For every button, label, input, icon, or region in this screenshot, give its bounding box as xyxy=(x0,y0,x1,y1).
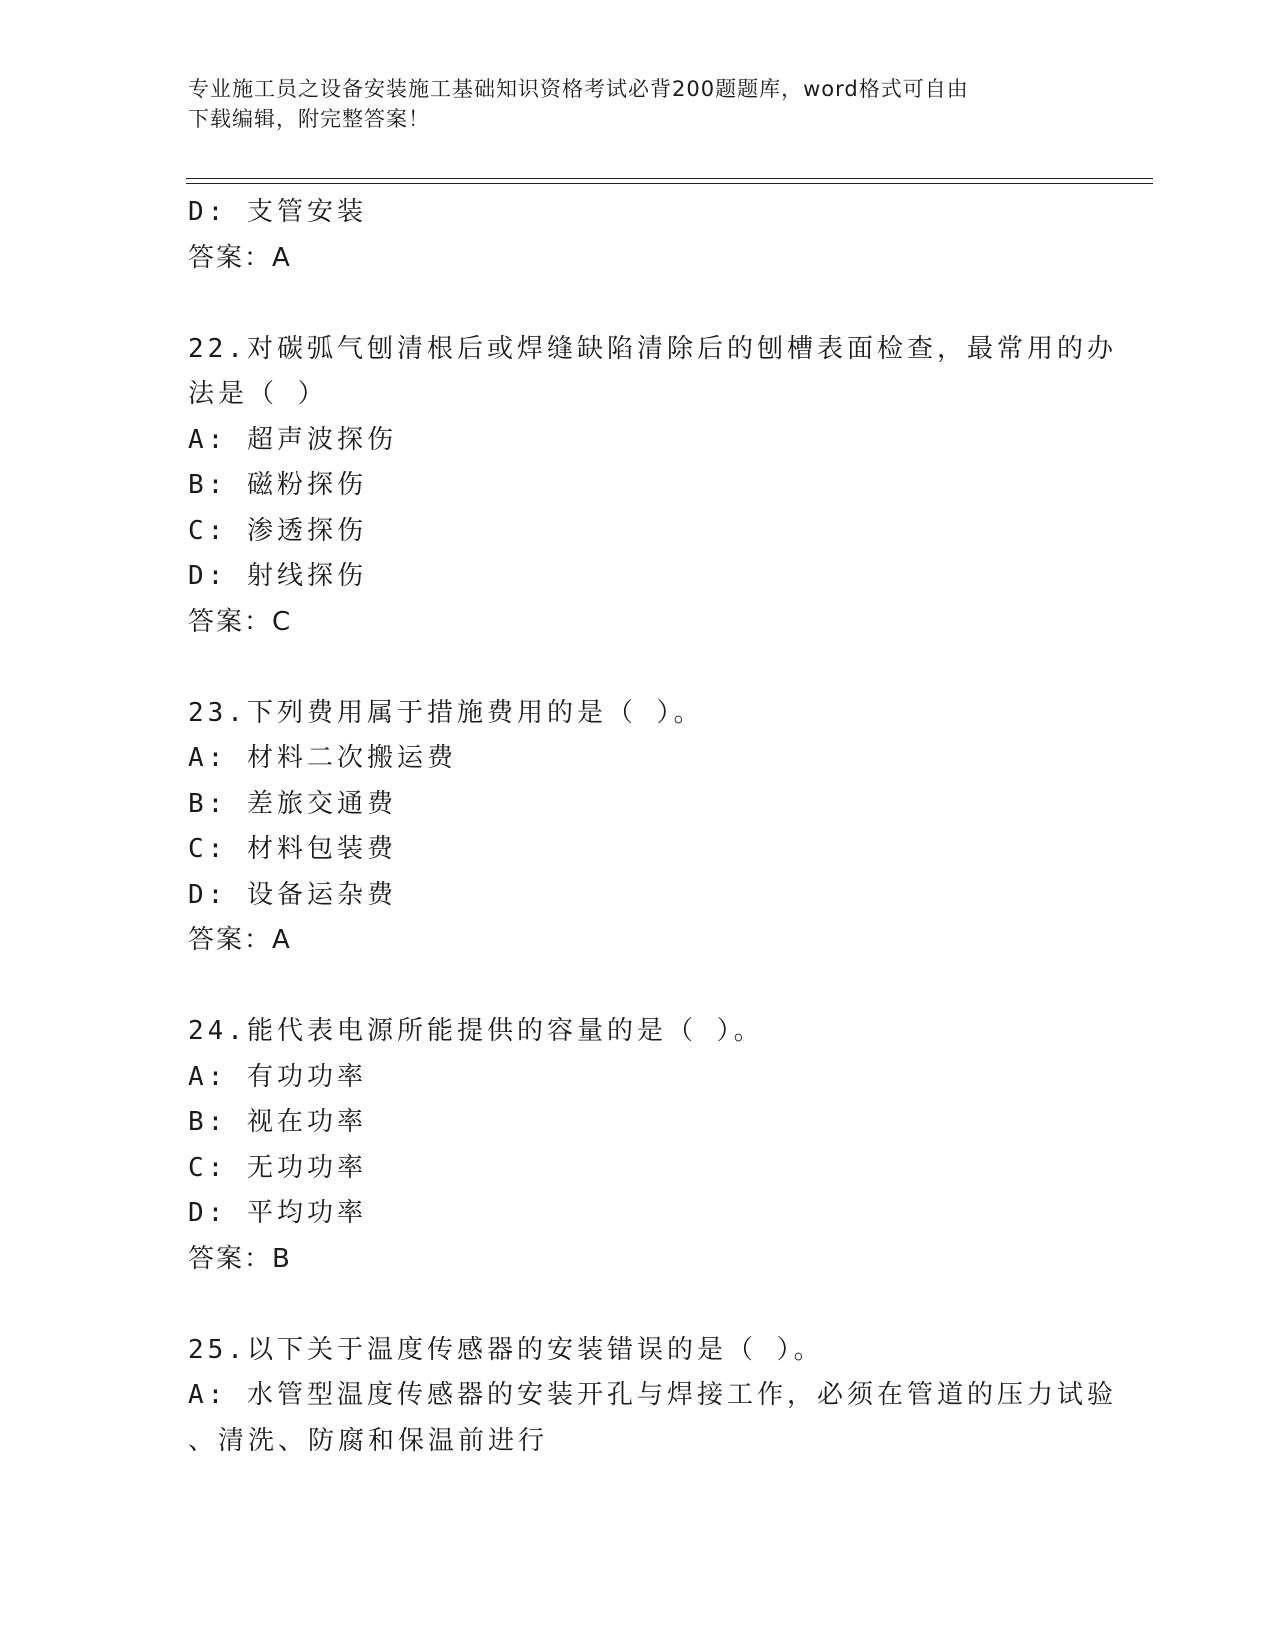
spacer xyxy=(188,1282,1088,1328)
answer-line: 答案：C xyxy=(188,606,293,637)
answer-line: 答案：A xyxy=(188,242,292,273)
option-d: D: 射线探伤 xyxy=(188,561,367,591)
option-a: A: 材料二次搬运费 xyxy=(188,743,457,773)
option-c: C: 渗透探伤 xyxy=(188,515,367,546)
option-d: D: 设备运杂费 xyxy=(188,879,397,910)
option-a: A: 超声波探伤 xyxy=(188,424,397,455)
header-rule-top xyxy=(186,178,1153,179)
question-22 xyxy=(188,327,1117,646)
header-line-2: 下载编辑，附完整答案！ xyxy=(188,107,430,131)
question-stem-continued: 法是（ ） xyxy=(188,379,328,409)
option-d: D: 平均功率 xyxy=(188,1198,367,1228)
header-line-1: 专业施工员之设备安装施工基础知识资格考试必背200题题库，word格式可自由 xyxy=(188,77,969,101)
question-stem: 24.能代表电源所能提供的容量的是（ ）。 xyxy=(188,1016,764,1046)
option-b: B: 磁粉探伤 xyxy=(188,470,367,500)
option-b: B: 视在功率 xyxy=(188,1107,367,1137)
question-stem: 23.下列费用属于措施费用的是（ ）。 xyxy=(188,697,704,728)
previous-question-tail xyxy=(188,190,1088,281)
option-a: A: 水管型温度传感器的安装开孔与焊接工作，必须在管道的压力试验 xyxy=(188,1380,1117,1410)
question-stem: 22.对碳弧气刨清根后或焊缝缺陷清除后的刨槽表面检查，最常用的办 xyxy=(188,333,1117,364)
header-rule-bottom xyxy=(186,183,1153,184)
answer-line: 答案：B xyxy=(188,1243,292,1274)
question-24 xyxy=(188,1009,1088,1282)
option-c: C: 无功功率 xyxy=(188,1152,367,1183)
question-list xyxy=(188,190,1117,1464)
spacer xyxy=(188,645,1088,691)
question-stem: 25.以下关于温度传感器的安装错误的是（ ）。 xyxy=(188,1334,824,1365)
option-a: A: 有功功率 xyxy=(188,1061,367,1092)
spacer xyxy=(188,281,1088,327)
answer-line: 答案：A xyxy=(188,925,292,955)
option-c: C: 材料包装费 xyxy=(188,834,397,864)
question-25 xyxy=(188,1328,1117,1465)
question-23 xyxy=(188,691,1088,964)
option-a-continued: 、清洗、防腐和保温前进行 xyxy=(188,1425,549,1456)
document-header xyxy=(188,74,1068,134)
spacer xyxy=(188,964,1088,1010)
option-b: B: 差旅交通费 xyxy=(188,788,397,819)
option-d: D: 支管安装 xyxy=(188,197,367,227)
